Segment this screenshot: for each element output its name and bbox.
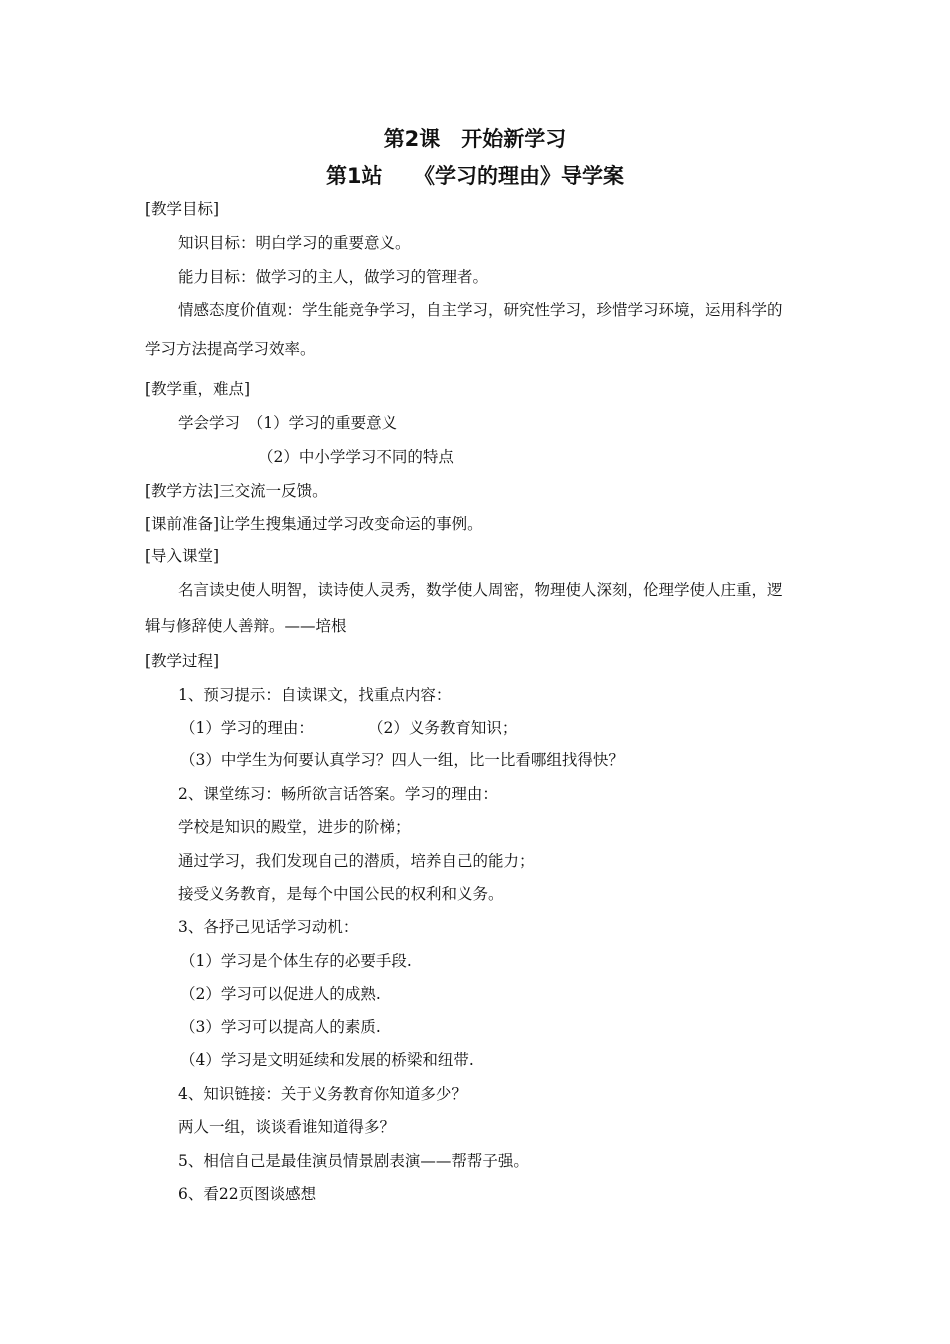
process-step-4: 4、知识链接：关于义务教育你知道多少？ xyxy=(178,1085,467,1103)
process-step-1a: （1）学习的理由： xyxy=(180,719,314,737)
key-point-2: （2）中小学学习不同的特点 xyxy=(258,448,454,466)
process-step-4a: 两人一组，谈谈看谁知道得多？ xyxy=(178,1118,396,1136)
process-heading: [教学过程] xyxy=(145,652,220,670)
intro-quote-line1: 名言读史使人明智，读诗使人灵秀，数学使人周密，物理使人深刻，伦理学使人庄重，逻 xyxy=(178,581,783,599)
process-step-3: 3、各抒己见话学习动机： xyxy=(178,918,359,936)
goals-heading: [教学目标] xyxy=(145,200,220,218)
process-step-1c: （3）中学生为何要认真学习？四人一组，比一比看哪组找得快？ xyxy=(180,751,624,769)
process-step-1: 1、预习提示：自读课文，找重点内容： xyxy=(178,686,452,704)
process-step-2: 2、课堂练习：畅所欲言话答案。学习的理由： xyxy=(178,785,498,803)
process-step-2c: 接受义务教育，是每个中国公民的权利和义务。 xyxy=(178,885,504,903)
goal-emotion-line2: 学习方法提高学习效率。 xyxy=(145,340,316,358)
goal-emotion-line1: 情感态度价值观：学生能竞争学习，自主学习，研究性学习，珍惜学习环境，运用科学的 xyxy=(178,301,783,319)
class-preparation: [课前准备]让学生搜集通过学习改变命运的事例。 xyxy=(145,515,483,533)
process-step-3a: （1）学习是个体生存的必要手段. xyxy=(180,952,412,970)
process-step-5: 5、相信自己是最佳演员情景剧表演——帮帮子强。 xyxy=(178,1152,529,1170)
process-step-3b: （2）学习可以促进人的成熟. xyxy=(180,985,381,1003)
goal-ability: 能力目标：做学习的主人，做学习的管理者。 xyxy=(178,268,489,286)
intro-heading: [导入课堂] xyxy=(145,547,220,565)
key-points-heading: [教学重，难点] xyxy=(145,380,251,398)
process-step-2b: 通过学习，我们发现自己的潜质，培养自己的能力； xyxy=(178,852,535,870)
process-step-1b: （2）义务教育知识； xyxy=(368,719,518,737)
process-step-3c: （3）学习可以提高人的素质. xyxy=(180,1018,381,1036)
teaching-method: [教学方法]三交流一反馈。 xyxy=(145,482,328,500)
process-step-3d: （4）学习是文明延续和发展的桥梁和纽带. xyxy=(180,1051,474,1069)
goal-knowledge: 知识目标：明白学习的重要意义。 xyxy=(178,234,411,252)
intro-quote-line2: 辑与修辞使人善辩。——培根 xyxy=(145,617,347,635)
key-point-1: 学会学习 （1）学习的重要意义 xyxy=(178,414,398,432)
process-step-6: 6、看22页图谈感想 xyxy=(178,1185,317,1203)
process-step-2a: 学校是知识的殿堂，进步的阶梯； xyxy=(178,818,411,836)
lesson-subtitle: 第1站 《学习的理由》导学案 xyxy=(325,164,625,188)
lesson-title: 第2课 开始新学习 xyxy=(383,127,567,151)
